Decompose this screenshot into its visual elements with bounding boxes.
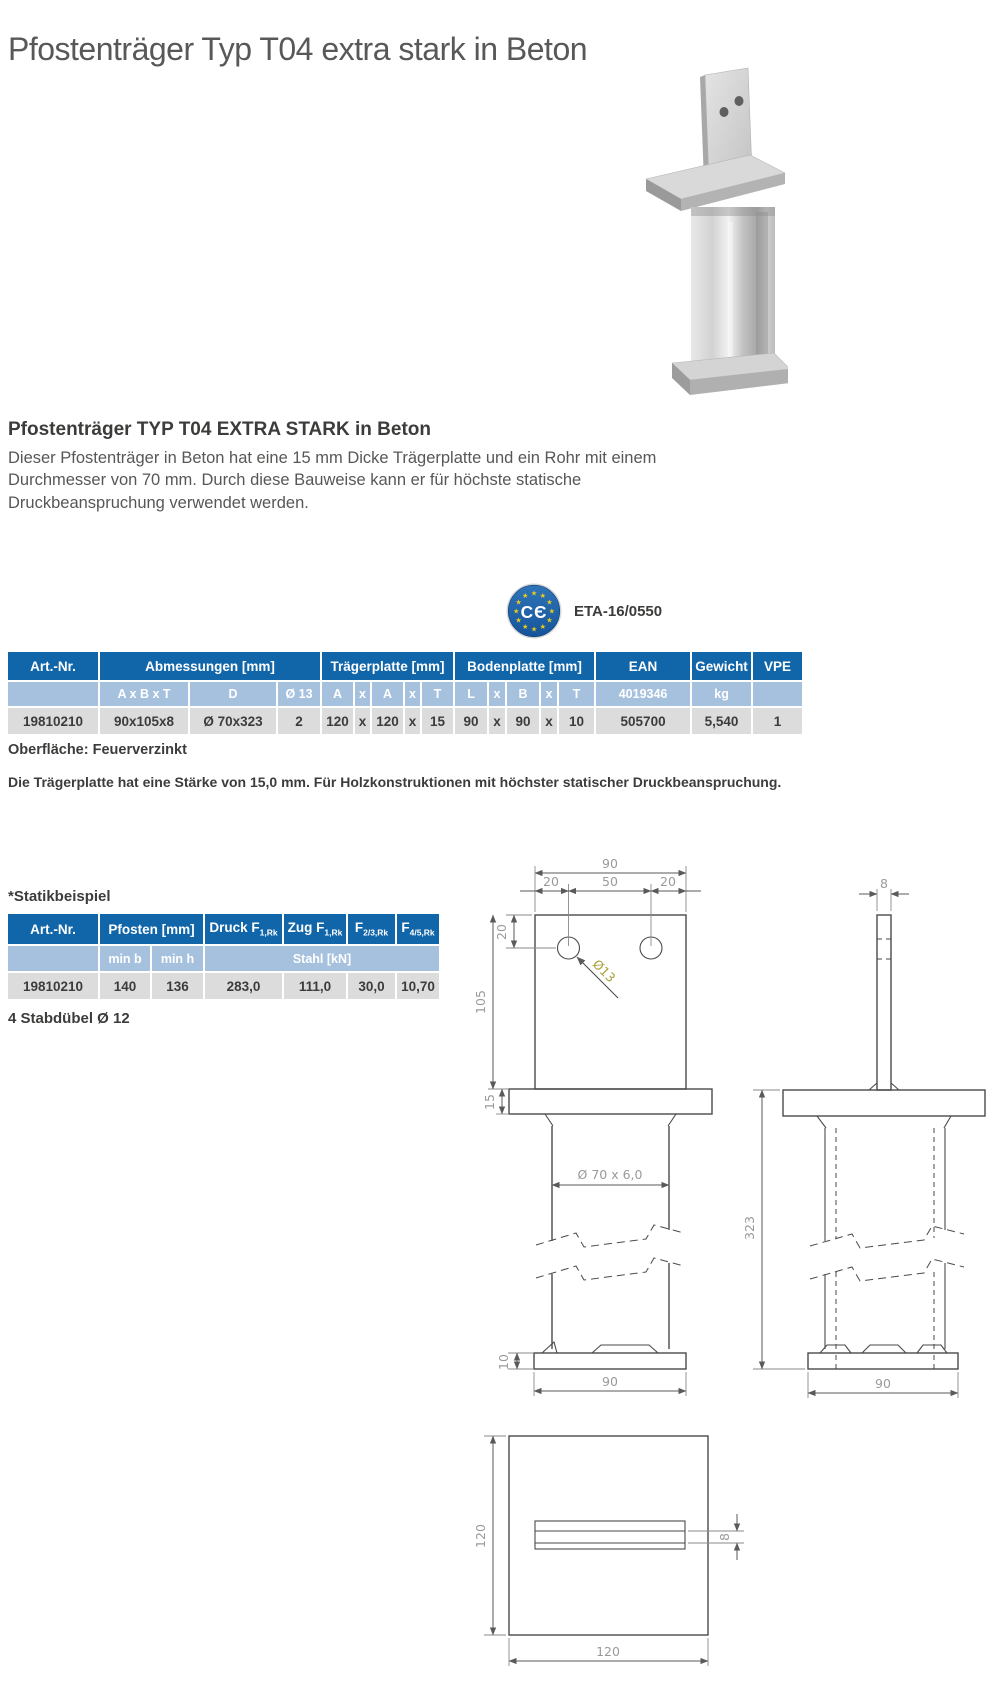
stat-header-pfosten: Pfosten [mm] [99, 913, 204, 945]
stat-header-f45: $F_{4/5,Rk}$ [396, 913, 440, 945]
table-cell: 2 [277, 707, 321, 735]
svg-text:★: ★ [530, 624, 538, 634]
svg-text:Ø 70 x 6,0: Ø 70 x 6,0 [577, 1167, 643, 1182]
subheader-cell: T [421, 681, 454, 707]
table-cell: 10 [558, 707, 595, 735]
svg-text:★: ★ [530, 588, 538, 598]
technical-drawings [430, 780, 1001, 1693]
svg-text:★: ★ [539, 591, 547, 601]
plate-hole [735, 96, 744, 106]
svg-text:★: ★ [512, 606, 520, 616]
subheader-cell: L [454, 681, 488, 707]
table-cell: 15 [421, 707, 454, 735]
base-plate [672, 353, 788, 395]
stabduebel-note: 4 Stabdübel Ø 12 [8, 1010, 130, 1027]
svg-text:★: ★ [546, 615, 553, 625]
svg-text:★: ★ [521, 591, 529, 601]
subheader-cell: A [321, 681, 354, 707]
table-cell-artnr: 19810210 [7, 707, 99, 735]
svg-text:15: 15 [482, 1094, 497, 1110]
svg-text:20: 20 [543, 874, 559, 889]
table-cell: x [404, 707, 421, 735]
plate-note: Die Trägerplatte hat eine Stärke von 15,0 mm. Für Holzkonstruktionen mit höchster statischer Druckbeanspruchung. [8, 774, 782, 790]
subheader-cell: x [488, 681, 506, 707]
product-table [6, 650, 804, 736]
col-header-bodenplatte: Bodenplatte [mm] [454, 651, 595, 681]
stat-cell: 30,0 [347, 972, 396, 1000]
svg-text:★: ★ [515, 597, 522, 607]
table-cell: 90x105x8 [99, 707, 189, 735]
drawing-plan-view [473, 1436, 744, 1666]
table-cell: 120 [321, 707, 354, 735]
subheader-cell: T [558, 681, 595, 707]
surface-value: Feuerverzinkt [92, 742, 187, 758]
surface-note [8, 742, 187, 758]
drawing-side-view [742, 876, 985, 1398]
svg-text:★: ★ [548, 606, 556, 616]
table-cell-ean: 505700 [595, 707, 691, 735]
stat-cell: 283,0 [204, 972, 283, 1000]
stat-subheader-minb: min b [99, 945, 151, 972]
svg-text:50: 50 [602, 874, 618, 889]
table-cell: 90 [506, 707, 540, 735]
eta-number: ETA-16/0550 [574, 602, 663, 620]
svg-text:★: ★ [546, 597, 553, 607]
stat-subheader-cell [7, 945, 99, 972]
table-cell-vpe: 1 [752, 707, 803, 735]
ce-letters: CЄ [520, 602, 548, 623]
stat-header-artnr: Art.-Nr. [7, 913, 99, 945]
stat-header-druck: Druck $F_{1,Rk}$ [204, 913, 283, 945]
stat-cell: 136 [151, 972, 204, 1000]
col-header-ean: EAN [595, 651, 691, 681]
svg-text:★: ★ [539, 621, 547, 631]
table-cell-weight: 5,540 [691, 707, 752, 735]
svg-text:120: 120 [473, 1524, 488, 1548]
stat-subheader-minh: min h [151, 945, 204, 972]
subheader-cell: D [189, 681, 277, 707]
subheader-cell [7, 681, 99, 707]
svg-text:120: 120 [596, 1644, 620, 1659]
certification-row [506, 583, 662, 639]
subheader-cell: A x B x T [99, 681, 189, 707]
subheader-cell-unit: kg [691, 681, 752, 707]
col-header-vpe: VPE [752, 651, 803, 681]
ce-logo-icon [506, 583, 562, 639]
subheader-cell: x [404, 681, 421, 707]
statics-table [6, 912, 441, 1001]
stat-cell: 111,0 [283, 972, 347, 1000]
subheader-cell: x [540, 681, 558, 707]
page-title: Pfostenträger Typ T04 extra stark in Beton [8, 31, 588, 68]
svg-text:90: 90 [602, 1374, 618, 1389]
table-cell: x [488, 707, 506, 735]
product-description: Dieser Pfostenträger in Beton hat eine 15 mm Dicke Trägerplatte und ein Rohr mit einem Durchmesser von 70 mm. Durch diese Bauweise kann er für höchste statische Druckbeanspruchung verwendet werden. [8, 448, 657, 513]
col-header-gewicht: Gewicht [691, 651, 752, 681]
svg-text:90: 90 [875, 1376, 891, 1391]
svg-text:20: 20 [494, 924, 509, 940]
table-cell: Ø 70x323 [189, 707, 277, 735]
svg-text:★: ★ [515, 615, 522, 625]
statics-caption: *Statikbeispiel [8, 888, 111, 905]
product-heading: Pfostenträger TYP T04 EXTRA STARK in Beton [8, 418, 431, 440]
svg-text:10: 10 [496, 1354, 511, 1370]
stat-cell: 140 [99, 972, 151, 1000]
subheader-cell: A [371, 681, 404, 707]
svg-text:8: 8 [717, 1533, 732, 1541]
svg-text:★: ★ [521, 621, 529, 631]
subheader-cell: B [506, 681, 540, 707]
col-header-artnr: Art.-Nr. [7, 651, 99, 681]
table-cell: 120 [371, 707, 404, 735]
product-photo [578, 52, 788, 397]
stat-header-zug: Zug $F_{1,Rk}$ [283, 913, 347, 945]
subheader-cell [752, 681, 803, 707]
drawing-front-view [473, 856, 712, 1396]
stat-header-f23: $F_{2/3,Rk}$ [347, 913, 396, 945]
svg-text:105: 105 [473, 990, 488, 1014]
subheader-cell: Ø 13 [277, 681, 321, 707]
subheader-cell: x [354, 681, 371, 707]
svg-text:20: 20 [660, 874, 676, 889]
svg-text:8: 8 [880, 876, 888, 891]
col-header-abmessungen: Abmessungen [mm] [99, 651, 321, 681]
svg-text:323: 323 [742, 1216, 757, 1240]
svg-text:90: 90 [602, 856, 618, 871]
table-cell: x [540, 707, 558, 735]
table-cell: x [354, 707, 371, 735]
stat-subheader-stahl: Stahl [kN] [204, 945, 440, 972]
traeger-plate [646, 155, 785, 211]
table-cell: 90 [454, 707, 488, 735]
svg-text:Ø13: Ø13 [589, 956, 619, 986]
surface-label: Oberfläche: [8, 742, 89, 758]
col-header-traegerplatte: Trägerplatte [mm] [321, 651, 454, 681]
plate-hole [720, 107, 729, 117]
stat-cell: 10,70 [396, 972, 440, 1000]
stat-cell-artnr: 19810210 [7, 972, 99, 1000]
pipe [691, 207, 775, 374]
subheader-cell-ean-prefix: 4019346 [595, 681, 691, 707]
